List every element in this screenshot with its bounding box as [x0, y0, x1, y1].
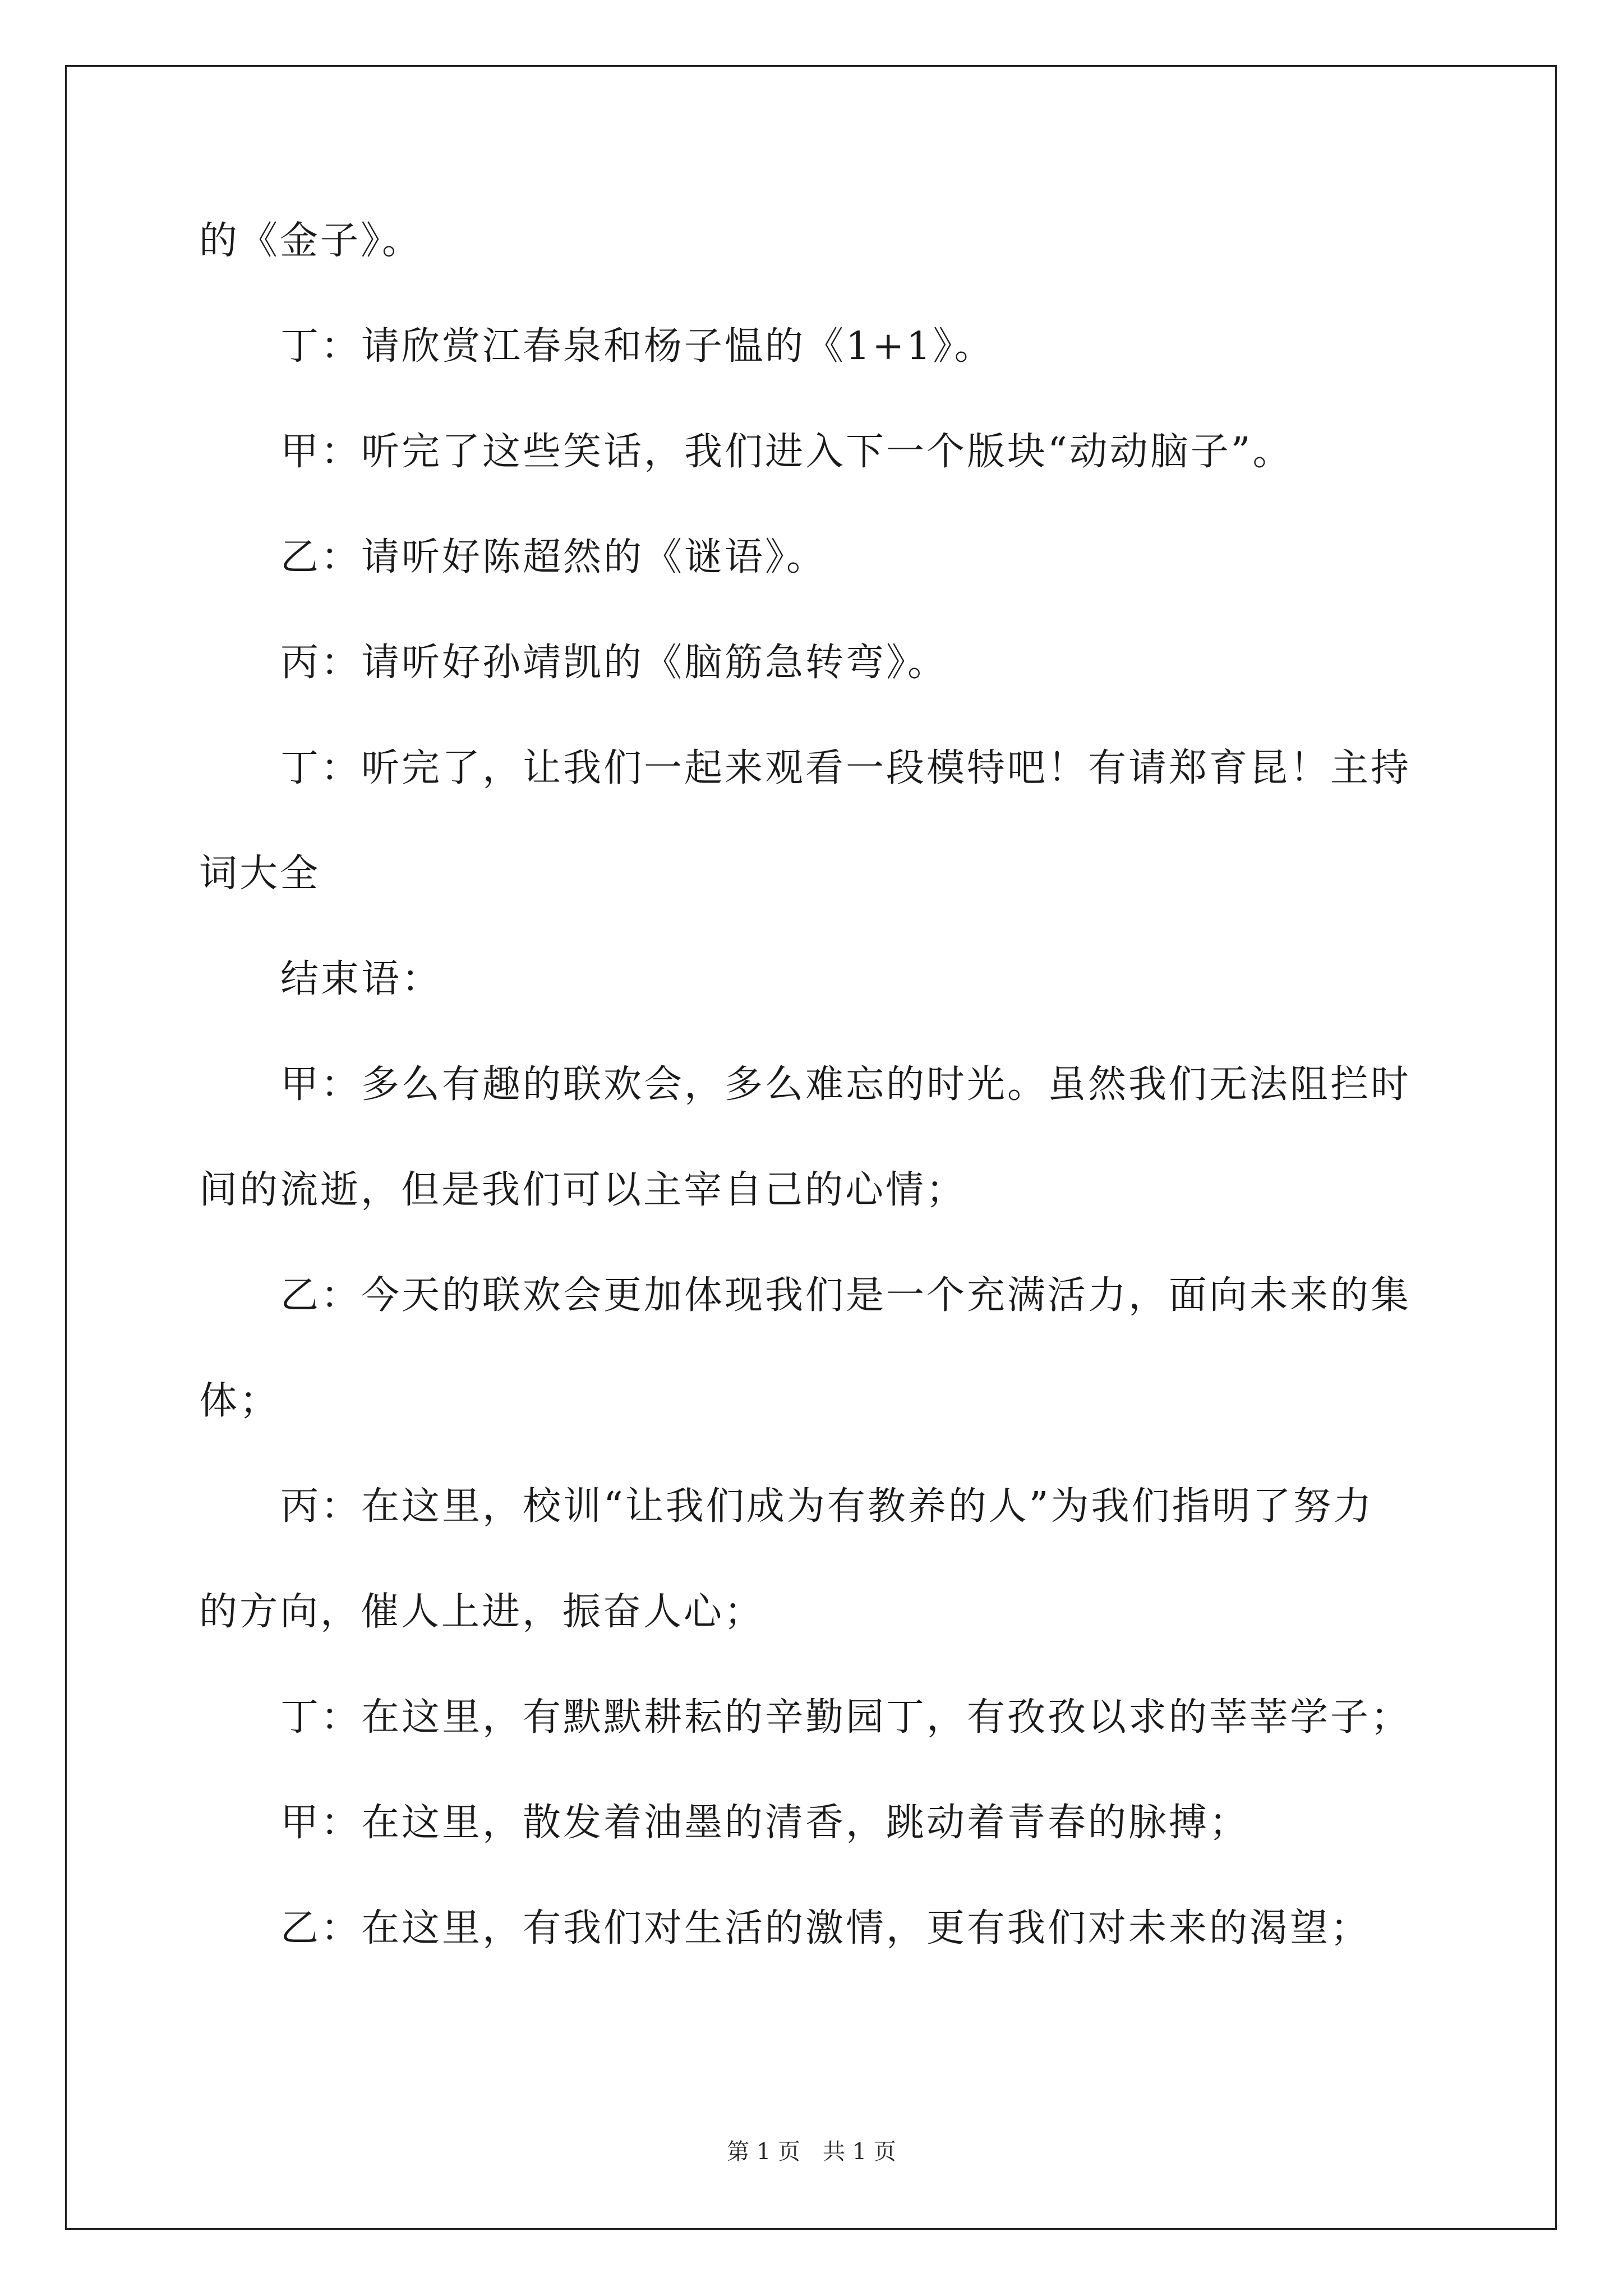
text-line: 丁：在这里，有默默耕耘的辛勤园丁，有孜孜以求的莘莘学子；	[280, 1695, 1412, 1740]
text-line: 乙：在这里，有我们对生活的激情，更有我们对未来的渴望；	[280, 1906, 1371, 1950]
text-line: 的方向，催人上进，振奋人心；	[199, 1590, 765, 1634]
text-line: 乙：请听好陈超然的《谜语》。	[280, 535, 827, 579]
page-number-footer: 第 1 页 共 1 页	[727, 2139, 896, 2165]
text-line: 的《金子》。	[199, 219, 423, 263]
text-line: 甲：在这里，散发着油墨的清香，跳动着青春的脉搏；	[280, 1801, 1250, 1845]
text-line: 丙：在这里，校训“让我们成为有教养的人”为我们指明了努力	[280, 1484, 1374, 1529]
text-line: 乙：今天的联欢会更加体现我们是一个充满活力，面向未来的集	[280, 1273, 1412, 1318]
page-border	[65, 65, 1557, 2230]
text-line: 丁：请欣赏江春泉和杨子愠的《1+1》。	[280, 324, 995, 369]
section-heading: 结束语：	[280, 957, 442, 1001]
text-line: 甲：多么有趣的联欢会，多么难忘的时光。虽然我们无法阻拦时	[280, 1062, 1412, 1107]
text-line: 间的流逝，但是我们可以主宰自己的心情；	[199, 1168, 967, 1212]
text-line: 丁：听完了，让我们一起来观看一段模特吧！有请郑育昆！主持	[280, 746, 1412, 790]
text-line: 词大全	[199, 852, 321, 896]
text-line: 体；	[199, 1379, 280, 1423]
text-line: 丙：请听好孙靖凯的《脑筋急转弯》。	[280, 641, 948, 685]
text-line: 甲：听完了这些笑话，我们进入下一个版块“动动脑子”。	[280, 430, 1293, 474]
